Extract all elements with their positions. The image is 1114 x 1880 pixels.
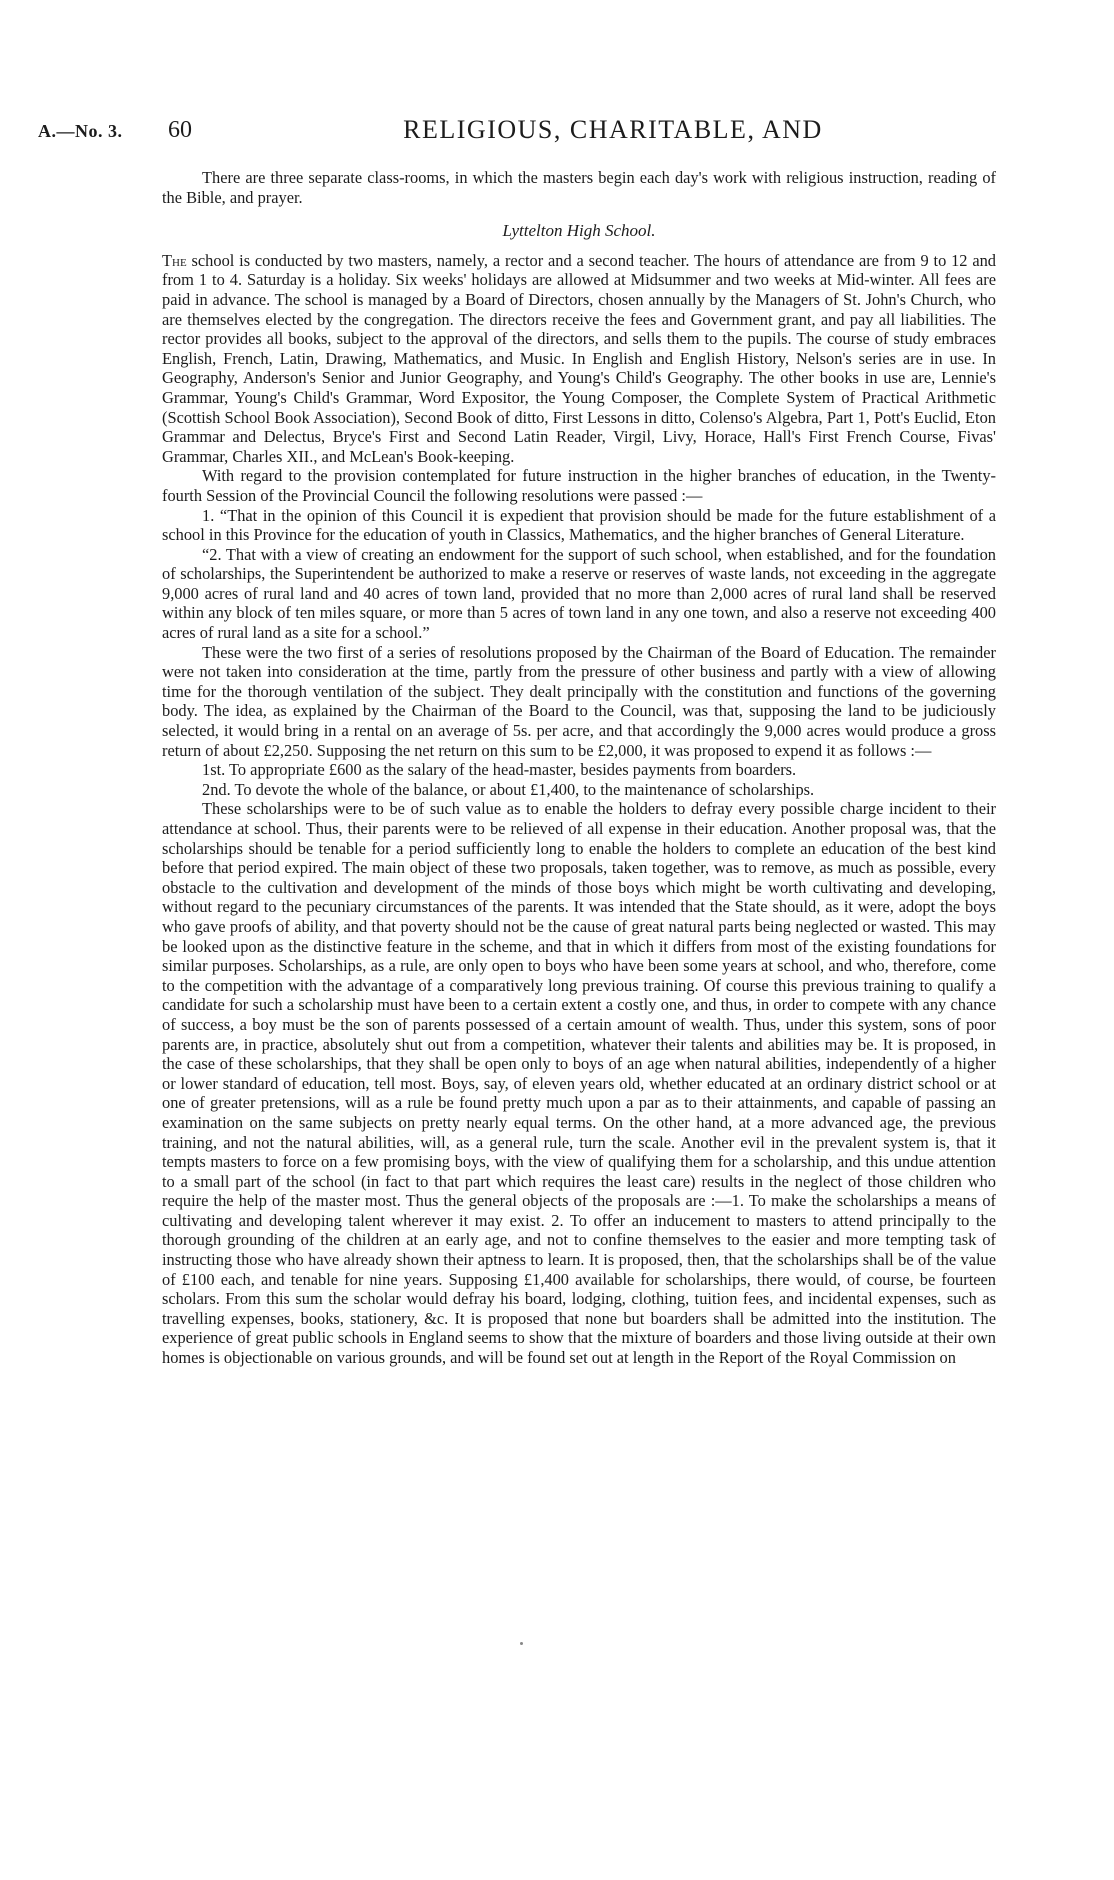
page-header [38, 115, 1078, 147]
document-reference: A.—No. 3. [38, 121, 123, 141]
paragraph-text: school is conducted by two masters, namely, a rector and a second teacher. The hours of attendance are from 9 to 12 and from 1 to 4. Saturday is a holiday. Six weeks' holidays are allowed at Midsummer and two weeks at Mid-winter. All fees are paid in advance. The school is managed by a Board of Directors, chosen annually by the Managers of St. John's Church, who are themselves elected by the congregation. The directors receive the fees and Government grant, and pay all liabilities. The rector provides all books, subject to the approval of the directors, and sells them to the pupils. The course of study embraces English, French, Latin, Drawing, Mathematics, and Music. In English and English History, Nelson's series are in use. In Geography, Anderson's Senior and Junior Geography, and Young's Child's Geography. The other books in use are, Lennie's Grammar, Young's Child's Grammar, Word Expositor, the Young Composer, the Complete System of Practical Arithmetic (Scottish School Book Association), Second Book of ditto, First Lessons in ditto, Colenso's Algebra, Part 1, Pott's Euclid, Eton Grammar and Delectus, Bryce's First and Second Latin Reader, Virgil, Livy, Horace, Hall's First French Course, Fivas' Grammar, Charles XII., and McLean's Book-keeping. [162, 250, 996, 466]
intro-paragraph: There are three separate class-rooms, in which the masters begin each day's work with religious instruction, reading of the Bible, and prayer. [162, 168, 996, 207]
section-heading: Lyttelton High School. [502, 221, 656, 241]
paragraph-scholarships: These scholarships were to be of such value as to enable the holders to defray every possible charge incident to their attendance at school. Thus, their parents were to be relieved of all expense in their education. Another proposal was, that the scholarships should be tenable for a period sufficiently long to enable the holders to complete an education of the best kind before that period expired. The main object of these two proposals, taken together, was to remove, as much as possible, every obstacle to the cultivation and development of the minds of those boys which might be worth cultivating and developing, without regard to the pecuniary circumstances of the parents. It was intended that the State should, as it were, adopt the boys who gave proofs of ability, and that poverty should not be the cause of great natural parts being neglected or wasted. This may be looked upon as the distinctive feature in the scheme, and that in which it differs from most of the existing foundations for similar purposes. Scholarships, as a rule, are only open to boys who have been some years at school, and who, therefore, come to the competition with the advantage of a comparatively long previous training. Of course this previous training to qualify a candidate for such a scholarship must have been to a certain extent a costly one, and thus, in order to compete with any chance of success, a boy must be the son of parents possessed of a certain amount of wealth. Thus, under this system, sons of poor parents are, in practice, absolutely shut out from a competition, whatever their talents and abilities may be. It is proposed, in the case of these scholarships, that they shall be open only to boys of an age when natural abilities, independently of a higher or lower standard of education, tell most. Boys, say, of eleven years old, whether educated at an ordinary district school or at one of greater pretensions, will as a rule be found pretty much upon a par as to their attainments, and capable of passing an examination on the same subjects on pretty nearly equal terms. On the other hand, at a more advanced age, the previous training, and not the natural abilities, will, as a general rule, turn the scale. Another evil in the prevalent system is, that it tempts masters to force on a few promising boys, with the view of qualifying them for a scholarship, and this undue attention to a small part of the school (in fact to that part which requires the least care) results in the neglect of those children who require the help of the master most. Thus the general objects of the proposals are :—1. To make the scholarships a means of cultivating and developing talent wherever it may exist. 2. To offer an inducement to masters to attend principally to the thorough grounding of the children at an early age, and not to confine themselves to the easier and more tempting task of instructing those who have already shown their aptness to learn. It is proposed, then, that the scholarships shall be of the value of £100 each, and tenable for nine years. Supposing £1,400 available for scholarships, there would, of course, be fourteen scholars. From this sum the scholar would defray his board, lodging, clothing, tuition fees, and incidental expenses, such as travelling expenses, books, stationery, &c. It is proposed that none but boarders shall be admitted into the institution. The experience of great public schools in England seems to show that the mixture of boarders and those living outside at their own homes is objectionable on various grounds, and will be found set out at length in the Report of the Royal Commission on [162, 799, 996, 1368]
paragraph-second-appropriation: 2nd. To devote the whole of the balance, or about £1,400, to the maintenance of scholarships. [202, 779, 815, 799]
print-speck [520, 1642, 523, 1645]
paragraph-lead-word: The [162, 250, 187, 270]
document-body [162, 168, 996, 1368]
paragraph-first-appropriation: 1st. To appropriate £600 as the salary of the head-master, besides payments from boarders. [202, 760, 797, 780]
paragraph-school-description [162, 251, 996, 467]
paragraph-provision: With regard to the provision contemplated for future instruction in the higher branches of education, in the Twenty-fourth Session of the Provincial Council the following resolutions were passed :— [162, 466, 996, 505]
page-number: 60 [168, 117, 192, 143]
running-title: RELIGIOUS, CHARITABLE, AND [403, 115, 823, 144]
paragraph-resolution-2: “2. That with a view of creating an endowment for the support of such school, when established, and for the foundation of scholarships, the Superintendent be authorized to make a reserve or reserves of waste lands, not exceeding in the aggregate 9,000 acres of rural land and 40 acres of town land, provided that no more than 2,000 acres of rural land shall be reserved within any block of ten miles square, or more than 5 acres of town land in any one town, and also a reserve not exceeding 400 acres of rural land as a site for a school.” [162, 544, 996, 643]
paragraph-resolution-1: 1. “That in the opinion of this Council it is expedient that provision should be made for the future establishment of a school in this Province for the education of youth in Classics, Mathematics, and the higher branches of General Literature. [162, 505, 996, 545]
paragraph-resolutions-explained: These were the two first of a series of resolutions proposed by the Chairman of the Board of Education. The remainder were not taken into consideration at the time, partly from the pressure of other business and partly with a view of allowing time for the thorough ventilation of the subject. They dealt principally with the constitution and functions of the governing body. The idea, as explained by the Chairman of the Board to the Council, was that, supposing the land to be judiciously selected, it would bring in a rental on an average of 5s. per acre, and that accordingly the 9,000 acres would produce a gross return of about £2,250. Supposing the net return on this sum to be £2,000, it was proposed to expend it as follows :— [162, 642, 996, 760]
